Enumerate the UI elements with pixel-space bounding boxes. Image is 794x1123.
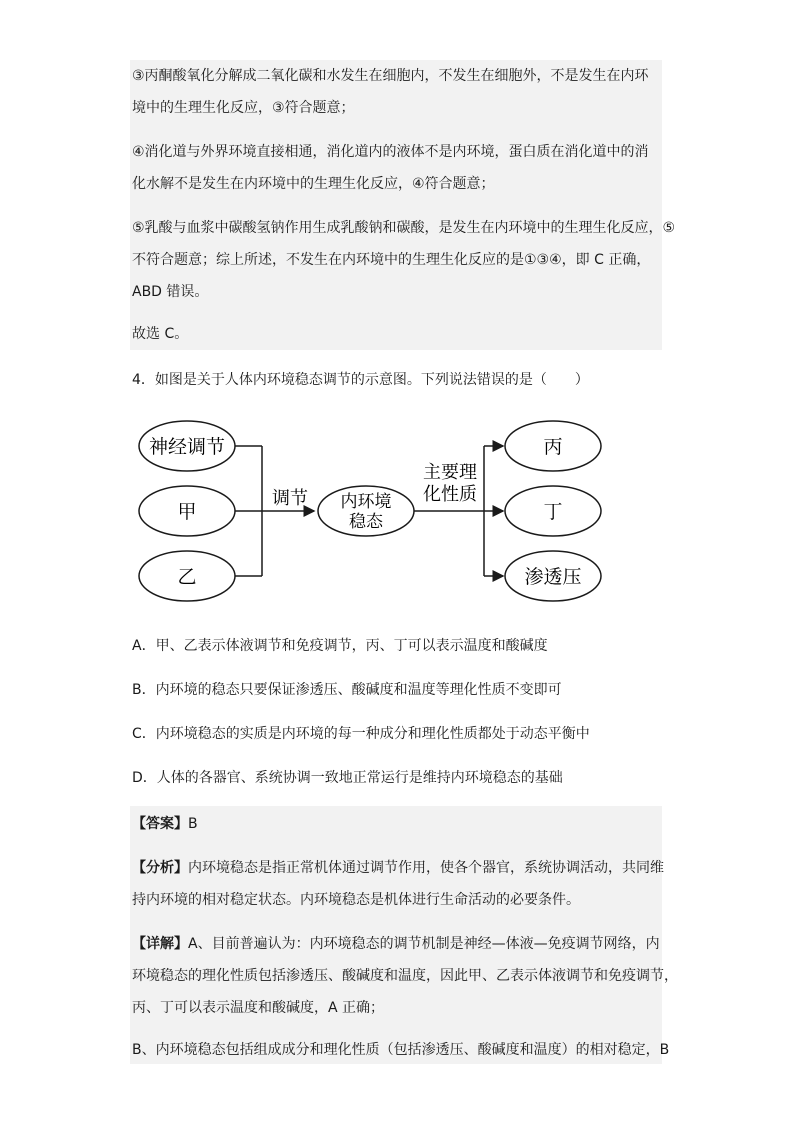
analysis-line-1 [132, 858, 664, 878]
detail-b-line: B、内环境稳态包括组成成分和理化性质（包括渗透压、酸碱度和温度）的相对稳定，B [132, 1042, 670, 1058]
explanation-p4-line1: ④消化道与外界环境直接相通，消化道内的液体不是内环境，蛋白质在消化道中的消 [132, 144, 649, 160]
option-d: D．人体的各器官、系统协调一致地正常运行是维持内环境稳态的基础 [132, 770, 563, 786]
node-yi-label: 乙 [177, 566, 197, 588]
option-a: A．甲、乙表示体液调节和免疫调节，丙、丁可以表示温度和酸碱度 [132, 638, 548, 654]
answer-line [132, 814, 198, 834]
option-c: C．内环境稳态的实质是内环境的每一种成分和理化性质都处于动态平衡中 [132, 726, 590, 742]
node-ding-label: 丁 [543, 501, 563, 523]
explanation-p5-line2: 不符合题意；综上所述，不发生在内环境中的生理生化反应的是①③④，即 C 正确， [132, 252, 651, 268]
node-bing-label: 丙 [543, 436, 563, 458]
node-homeostasis-label-2: 稳态 [349, 512, 383, 532]
properties-arrow-label-2: 化性质 [423, 484, 477, 505]
detail-text-1: A、目前普遍认为：内环境稳态的调节机制是神经—体液—免疫调节网络，内 [188, 936, 660, 952]
node-homeostasis-label-1: 内环境 [340, 492, 392, 512]
detail-line-3: 丙、丁可以表示温度和酸碱度，A 正确； [132, 1000, 385, 1016]
analysis-line-2: 持内环境的相对稳定状态。内环境稳态是机体进行生命活动的必要条件。 [132, 892, 580, 908]
node-osmotic-pressure-label: 渗透压 [524, 566, 582, 588]
answer-value: B [188, 816, 198, 832]
analysis-label: 【分析】 [132, 860, 188, 876]
answer-label: 【答案】 [132, 816, 188, 832]
analysis-text-1: 内环境稳态是指正常机体通过调节作用，使各个器官，系统协调活动，共同维 [188, 860, 664, 876]
explanation-conclusion: 故选 C。 [132, 326, 189, 342]
detail-label: 【详解】 [132, 936, 188, 952]
regulate-arrow-label: 调节 [272, 488, 308, 509]
regulation-diagram [0, 400, 794, 640]
explanation-p5-line1: ⑤乳酸与血浆中碳酸氢钠作用生成乳酸钠和碳酸，是发生在内环境中的生理生化反应，⑤ [132, 220, 676, 236]
explanation-p3-line1: ③丙酮酸氧化分解成二氧化碳和水发生在细胞内，不发生在细胞外，不是发生在内环 [132, 68, 649, 84]
node-neural-regulation-label: 神经调节 [148, 436, 226, 458]
explanation-p5-line3: ABD 错误。 [132, 284, 209, 300]
properties-arrow-label-1: 主要理 [423, 462, 477, 483]
node-jia-label: 甲 [177, 501, 197, 523]
detail-line-1 [132, 934, 660, 954]
explanation-p3-line2: 境中的生理生化反应，③符合题意； [132, 100, 355, 116]
explanation-p4-line2: 化水解不是发生在内环境中的生理生化反应，④符合题意； [132, 176, 495, 192]
detail-line-2: 环境稳态的理化性质包括渗透压、酸碱度和温度，因此甲、乙表示体液调节和免疫调节， [132, 968, 678, 984]
question-stem: 4．如图是关于人体内环境稳态调节的示意图。下列说法错误的是（ ） [132, 372, 589, 388]
option-b: B．内环境的稳态只要保证渗透压、酸碱度和温度等理化性质不变即可 [132, 682, 562, 698]
